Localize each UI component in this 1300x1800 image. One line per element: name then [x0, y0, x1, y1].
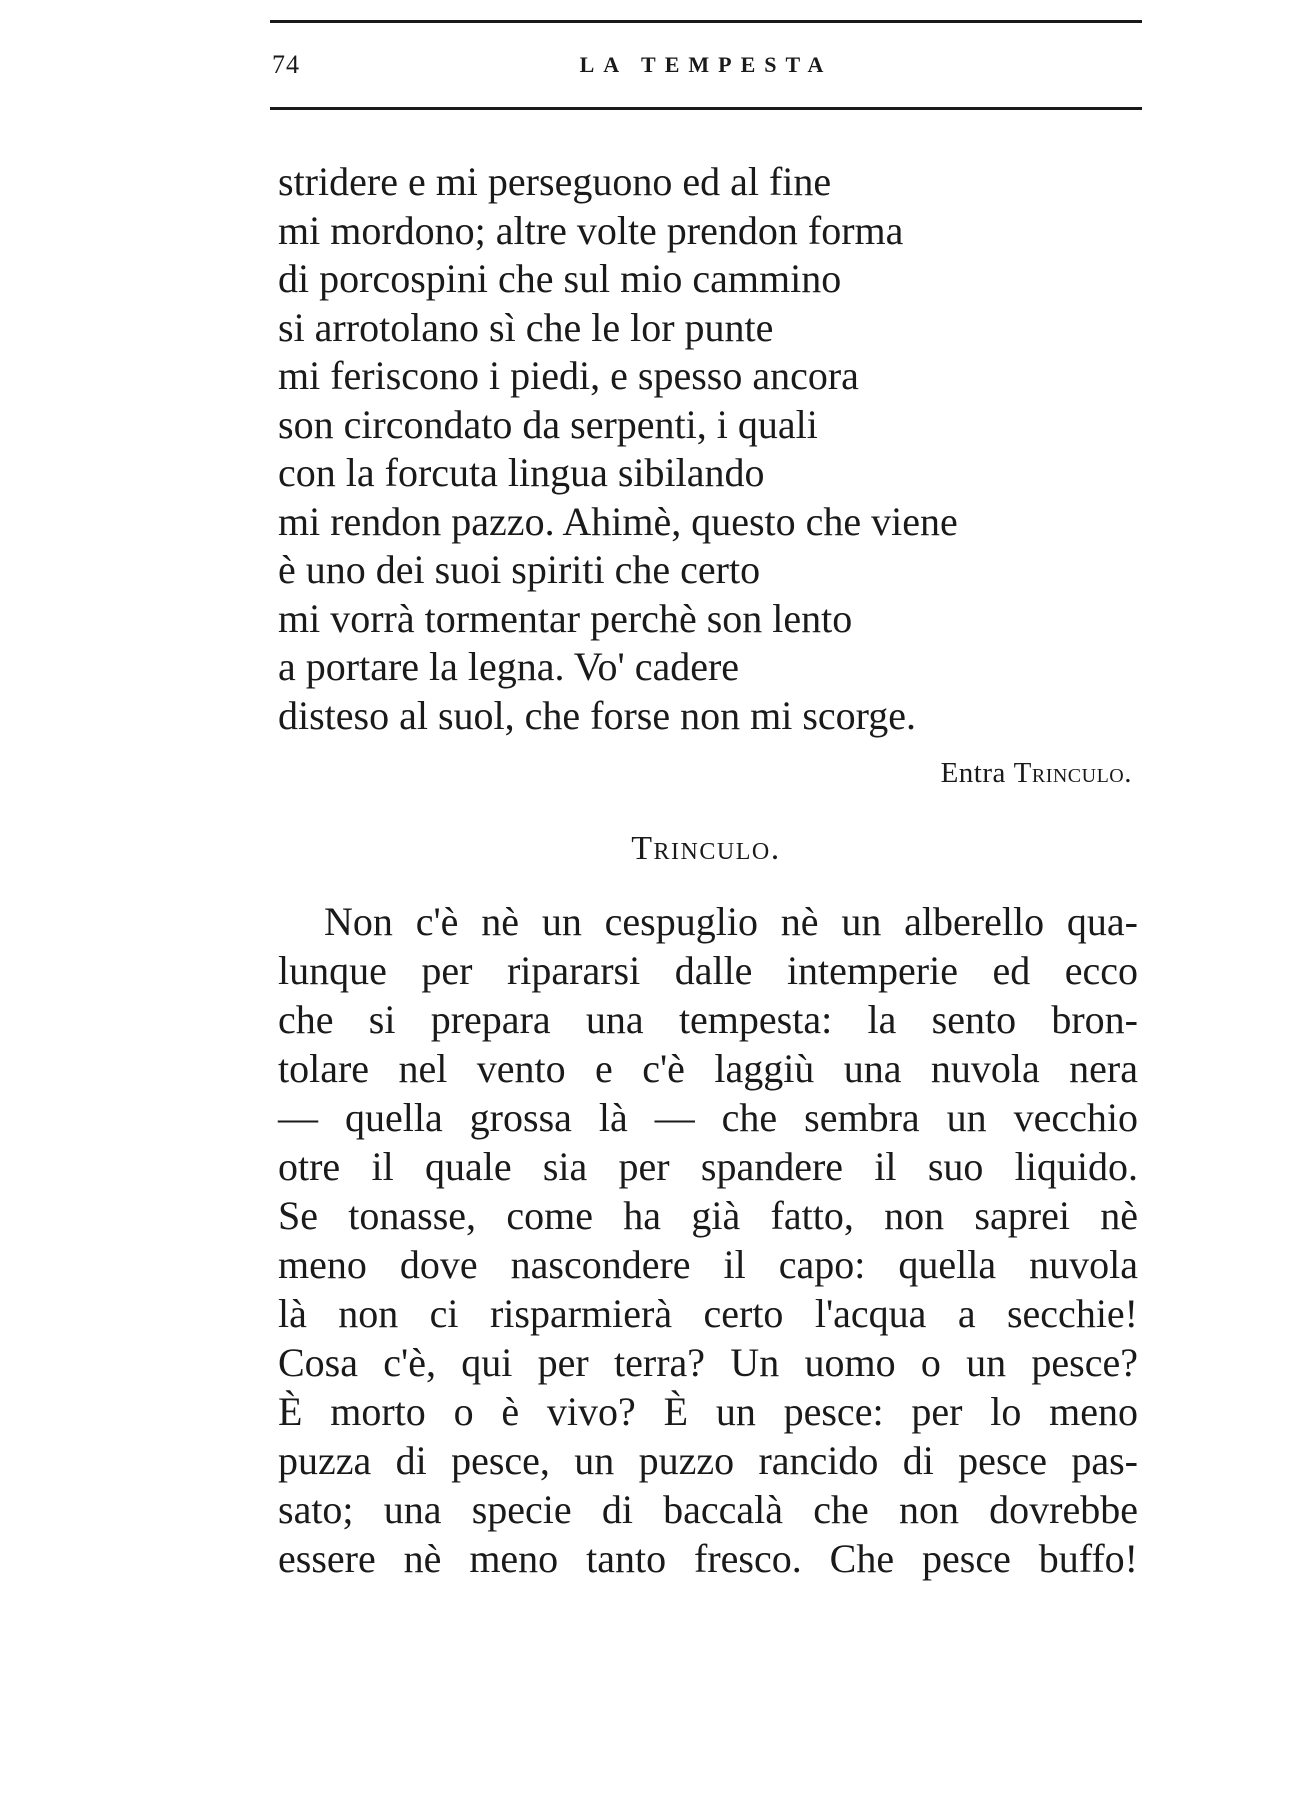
verse-line: stridere e mi perseguono ed al fine: [278, 159, 832, 204]
prose-line: — quella grossa là — che sembra un vecchio: [278, 1095, 1138, 1140]
verse-block: [278, 158, 958, 740]
verse-line: mi rendon pazzo. Ahimè, questo che viene: [278, 498, 958, 544]
prose-line: È morto o è vivo? È un pesce: per lo meno: [278, 1389, 1138, 1434]
verse-line: mi feriscono i piedi, e spesso ancora: [278, 353, 859, 398]
prose-line: Non c'è nè un cespuglio nè un alberello qua-: [324, 899, 1138, 944]
verse-line: di porcospini che sul mio cammino: [278, 256, 842, 301]
prose-line: otre il quale sia per spandere il suo liquido.: [278, 1144, 1138, 1189]
verse-line: a portare la legna. Vo' cadere: [278, 644, 740, 689]
page-number: 74: [272, 50, 300, 79]
verse-line: son circondato da serpenti, i quali: [278, 401, 818, 447]
verse-line: con la forcuta lingua sibilando: [278, 450, 765, 495]
prose-block: [278, 897, 1138, 1583]
prose-line: tolare nel vento e c'è laggiù una nuvola nera: [278, 1046, 1138, 1091]
verse-line: si arrotolano sì che le lor punte: [278, 304, 774, 350]
stage-direction-prefix: Entra: [940, 757, 1014, 789]
prose-line: sato; una specie di baccalà che non dovrebbe: [278, 1487, 1138, 1532]
header-top-rule: [270, 20, 1142, 23]
prose-line: Se tonasse, come ha già fatto, non saprei nè: [278, 1193, 1138, 1238]
verse-line: è uno dei suoi spiriti che certo: [278, 547, 761, 592]
prose-line: meno dove nascondere il capo: quella nuvola: [278, 1242, 1138, 1287]
verse-line: mi mordono; altre volte prendon forma: [278, 207, 904, 253]
header-bottom-rule: [270, 107, 1142, 110]
prose-line: lunque per ripararsi dalle intemperie ed ecco: [278, 948, 1138, 993]
running-title: LA TEMPESTA: [579, 52, 833, 77]
prose-line: là non ci risparmierà certo l'acqua a secchie!: [278, 1291, 1138, 1336]
speaker-heading: Trinculo.: [631, 830, 781, 867]
verse-line: mi vorrà tormentar perchè son lento: [278, 595, 853, 641]
prose-line: Cosa c'è, qui per terra? Un uomo o un pesce?: [278, 1340, 1138, 1385]
prose-line: essere nè meno tanto fresco. Che pesce buffo!: [278, 1536, 1138, 1581]
stage-direction-character: Trinculo.: [1013, 757, 1132, 789]
verse-line: disteso al suol, che forse non mi scorge.: [278, 692, 917, 738]
prose-line: che si prepara una tempesta: la sento bron-: [278, 997, 1138, 1042]
stage-direction: [270, 757, 1132, 790]
prose-line: puzza di pesce, un puzzo rancido di pesce pas-: [278, 1438, 1138, 1483]
